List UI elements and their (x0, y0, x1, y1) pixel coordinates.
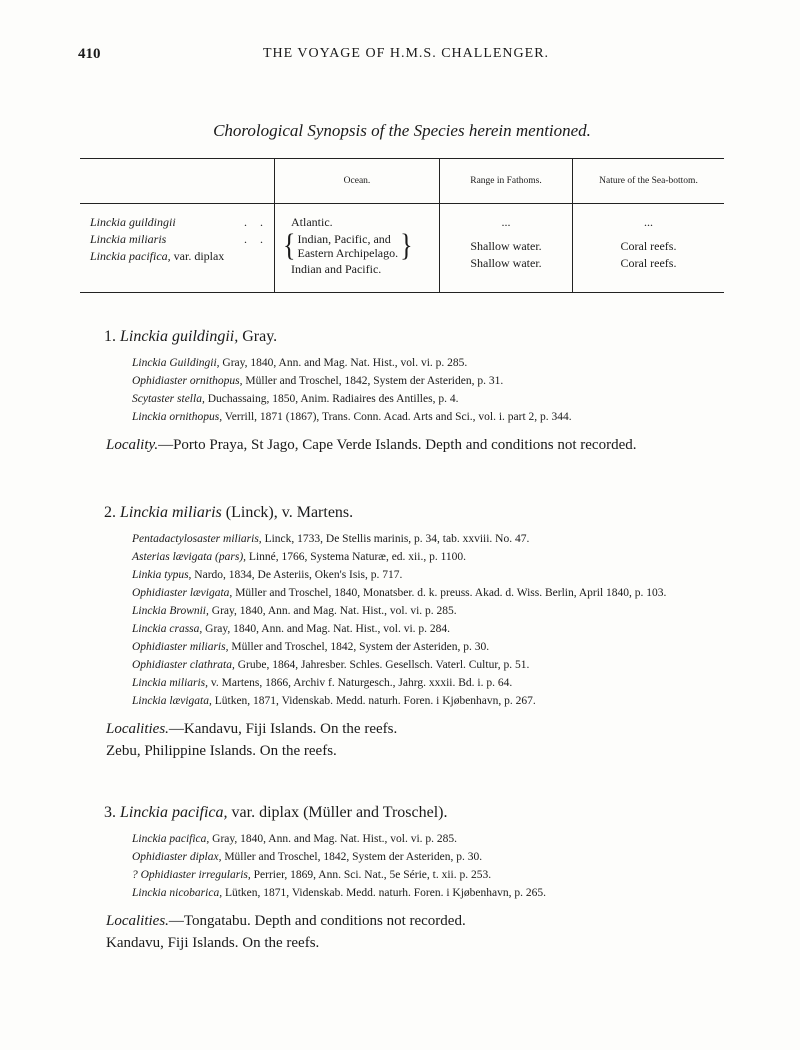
table-title: Chorological Synopsis of the Species herein mentioned. (213, 121, 591, 140)
species-entry (80, 504, 724, 794)
column-header-bottom: Nature of the Sea-bottom. (573, 159, 725, 204)
species-heading: 2. Linckia miliaris (Linck), v. Martens. (104, 504, 354, 521)
running-title: THE VOYAGE OF H.M.S. CHALLENGER. (262, 46, 550, 61)
locality: Localities.—Tongatabu. Depth and conditions not recorded. Kandavu, Fiji Islands. On the reefs. (106, 913, 466, 951)
synonym-item: Linkia typus, Nardo, 1834, De Asteriis, Oken's Isis, p. 717. (132, 569, 403, 581)
right-brace-icon: } (400, 228, 413, 263)
synonym-item: Linckia nicobarica, Lütken, 1871, Videnskab. Medd. naturh. Foren. i Kjøbenhavn, p. 265. (132, 887, 547, 899)
column-header-range: Range in Fathoms. (440, 159, 573, 204)
left-brace-icon: { (283, 228, 296, 263)
synonym-list (132, 830, 724, 902)
table-row-species: Linckia miliaris . . (90, 232, 268, 246)
page-header (78, 46, 734, 68)
ocean-cell: Atlantic. { Indian, Pacific, and Eastern Archipelago. } Indian and Pacific. (275, 204, 440, 293)
species-cell (80, 204, 275, 293)
synonym-item: Linckia Brownii, Gray, 1840, Ann. and Mag. Nat. Hist., vol. vi. p. 285. (132, 605, 457, 617)
synonym-item: Scytaster stella, Duchassaing, 1850, Anim. Radiaires des Antilles, p. 4. (132, 393, 459, 405)
species-entry (80, 804, 724, 954)
species-heading: 1. Linckia guildingii, Gray. (104, 328, 278, 345)
species-entries (80, 328, 724, 954)
braced-ocean: { Indian, Pacific, and Eastern Archipelago. } (283, 228, 413, 263)
synonym-item: Ophidiaster clathrata, Grube, 1864, Jahresber. Schles. Gesellsch. Vaterl. Cultur, p. 51. (132, 659, 530, 671)
synonym-item: Ophidiaster miliaris, Müller and Troschel, 1842, System der Asteriden, p. 30. (132, 641, 490, 653)
range-cell: ... Shallow water. Shallow water. (440, 204, 573, 293)
page-number: 410 (78, 46, 101, 62)
table-row-species: Linckia pacifica, var. diplax (90, 249, 225, 263)
synonym-item: Linckia pacifica, Gray, 1840, Ann. and Mag. Nat. Hist., vol. vi. p. 285. (132, 833, 458, 845)
synonym-item: Ophidiaster diplax, Müller and Troschel, 1842, System der Asteriden, p. 30. (132, 851, 483, 863)
bottom-cell: ... Coral reefs. Coral reefs. (573, 204, 725, 293)
synonym-item: Linckia crassa, Gray, 1840, Ann. and Mag. Nat. Hist., vol. vi. p. 284. (132, 623, 451, 635)
species-entry (80, 328, 724, 490)
synonym-item: Asterias lævigata (pars), Linné, 1766, Systema Naturæ, ed. xii., p. 1100. (132, 551, 467, 563)
chorological-table (80, 158, 724, 293)
synonym-item: Pentadactylosaster miliaris, Linck, 1733, De Stellis marinis, p. 34, tab. xxviii. No. 47. (132, 533, 530, 545)
synonym-item: Ophidiaster ornithopus, Müller and Troschel, 1842, System der Asteriden, p. 31. (132, 375, 504, 387)
synonym-item: Linckia Guildingii, Gray, 1840, Ann. and Mag. Nat. Hist., vol. vi. p. 285. (132, 357, 468, 369)
locality: Locality.—Porto Praya, St Jago, Cape Verde Islands. Depth and conditions not recorded. (106, 437, 637, 453)
column-header-species (80, 159, 275, 204)
synonym-item: ? Ophidiaster irregularis, Perrier, 1869, Ann. Sci. Nat., 5e Série, t. xii. p. 253. (132, 869, 492, 881)
synonym-list (132, 354, 724, 426)
locality: Localities.—Kandavu, Fiji Islands. On the reefs. Zebu, Philippine Islands. On the reefs. (106, 721, 398, 759)
synonym-item: Linckia ornithopus, Verrill, 1871 (1867), Trans. Conn. Acad. Arts and Sci., vol. i. part 2, p. 344. (132, 411, 572, 423)
species-heading: 3. Linckia pacifica, var. diplax (Müller and Troschel). (104, 804, 448, 821)
synonym-list (132, 530, 724, 710)
synonym-item: Linckia lævigata, Lütken, 1871, Videnskab. Medd. naturh. Foren. i Kjøbenhavn, p. 267. (132, 695, 536, 707)
synonym-item: Linckia miliaris, v. Martens, 1866, Archiv f. Naturgesch., Jahrg. xxxii. Bd. i. p. 64. (132, 677, 513, 689)
table-row-species: Linckia guildingii . . (90, 215, 268, 229)
column-header-ocean: Ocean. (275, 159, 440, 204)
synonym-item: Ophidiaster lævigata, Müller and Troschel, 1840, Monatsber. d. k. preuss. Akad. d. Wiss. Berlin, April 1840, p. 103. (132, 587, 667, 599)
